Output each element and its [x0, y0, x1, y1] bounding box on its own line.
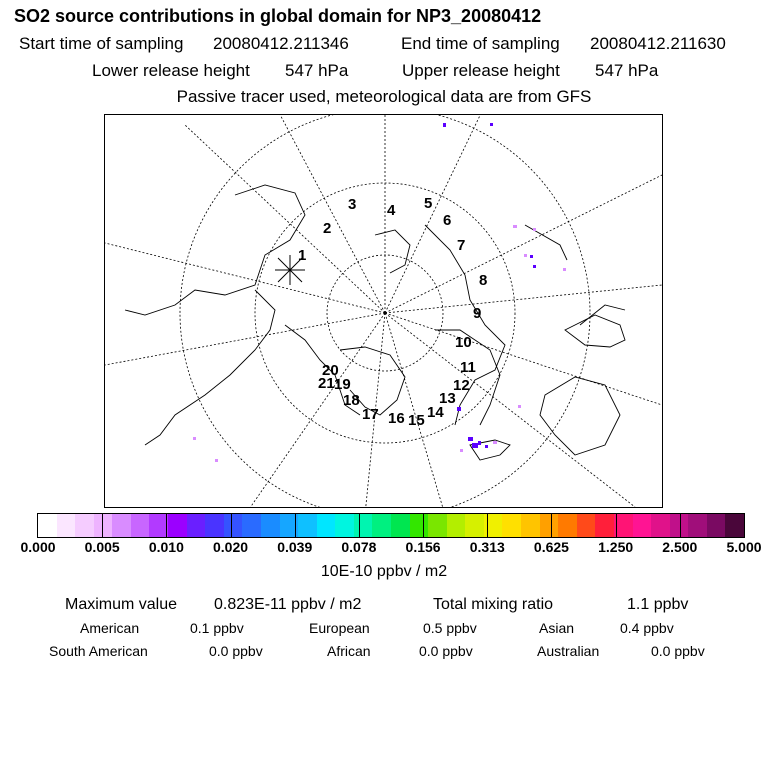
colorbar-swatch	[595, 514, 614, 537]
region-label: 18	[343, 392, 360, 409]
colorbar	[37, 513, 745, 538]
colorbar-swatch	[521, 514, 540, 537]
european-label: European	[309, 620, 370, 636]
chart-title: SO2 source contributions in global domain for NP3_20080412	[14, 6, 542, 26]
american-label: American	[80, 620, 140, 636]
colorbar-swatch	[187, 514, 206, 537]
region-label: 1	[298, 247, 307, 264]
african-value: 0.0 ppbv	[419, 643, 473, 659]
lower-height-value: 547 hPa	[285, 61, 349, 80]
region-label: 3	[348, 196, 357, 213]
region-label: 7	[457, 237, 466, 254]
colorbar-separator	[166, 513, 167, 538]
colorbar-swatch	[651, 514, 670, 537]
colorbar-swatch	[707, 514, 726, 537]
colorbar-swatch	[354, 514, 373, 537]
colorbar-separator	[102, 513, 103, 538]
end-time-label: End time of sampling	[401, 34, 560, 53]
south-american-value: 0.0 ppbv	[209, 643, 263, 659]
colorbar-swatch	[577, 514, 596, 537]
south-american-label: South American	[49, 643, 148, 659]
colorbar-swatch	[38, 514, 57, 537]
region-label: 2	[323, 220, 332, 237]
colorbar-swatch	[410, 514, 429, 537]
region-label: 5	[424, 195, 433, 212]
colorbar-separator	[423, 513, 424, 538]
colorbar-separator	[551, 513, 552, 538]
colorbar-swatch	[502, 514, 521, 537]
colorbar-swatch	[558, 514, 577, 537]
region-label: 21	[318, 375, 335, 392]
lower-height-label: Lower release height	[92, 61, 250, 80]
colorbar-swatch	[205, 514, 224, 537]
colorbar-tick-label: 0.020	[213, 539, 249, 555]
colorbar-tick-label: 0.005	[84, 539, 120, 555]
end-time-value: 20080412.211630	[590, 34, 726, 53]
region-label: 12	[453, 377, 470, 394]
colorbar-swatch	[614, 514, 633, 537]
region-label: 9	[473, 305, 482, 322]
start-time-label: Start time of sampling	[19, 34, 184, 53]
colorbar-swatch	[447, 514, 466, 537]
colorbar-tick-label: 0.156	[405, 539, 441, 555]
colorbar-tick-label: 0.078	[341, 539, 377, 555]
colorbar-separator	[231, 513, 232, 538]
colorbar-swatch	[428, 514, 447, 537]
colorbar-swatch	[131, 514, 150, 537]
max-value: 0.823E-11 ppbv / m2	[214, 596, 362, 613]
colorbar-swatch	[261, 514, 280, 537]
colorbar-swatch	[335, 514, 354, 537]
colorbar-swatch	[391, 514, 410, 537]
region-label: 11	[460, 359, 476, 376]
concentration-plume	[443, 123, 536, 448]
australian-value: 0.0 ppbv	[651, 643, 705, 659]
meridian-lines	[105, 115, 662, 507]
upper-height-label: Upper release height	[402, 61, 560, 80]
african-label: African	[327, 643, 371, 659]
asian-value: 0.4 ppbv	[620, 620, 674, 636]
asian-label: Asian	[539, 620, 575, 636]
colorbar-swatch	[75, 514, 94, 537]
colorbar-swatch	[688, 514, 707, 537]
colorbar-tick-label: 5.000	[726, 539, 762, 555]
region-label: 10	[455, 334, 472, 351]
region-label: 8	[479, 272, 488, 289]
max-value-label: Maximum value	[65, 596, 178, 613]
colorbar-swatch	[224, 514, 243, 537]
region-label: 13	[439, 390, 456, 407]
american-value: 0.1 ppbv	[190, 620, 244, 636]
colorbar-swatch	[317, 514, 336, 537]
colorbar-swatch	[465, 514, 484, 537]
colorbar-tick-label: 2.500	[662, 539, 698, 555]
colorbar-swatch	[540, 514, 559, 537]
colorbar-separator	[616, 513, 617, 538]
colorbar-swatch	[168, 514, 187, 537]
region-label: 17	[362, 406, 379, 423]
colorbar-tick-label: 0.039	[277, 539, 313, 555]
total-mixing-label: Total mixing ratio	[433, 596, 554, 613]
australian-label: Australian	[537, 643, 600, 659]
region-label: 6	[443, 212, 452, 229]
colorbar-swatch	[112, 514, 131, 537]
colorbar-separator	[487, 513, 488, 538]
colorbar-tick-label: 0.000	[20, 539, 56, 555]
map-panel	[104, 114, 663, 508]
colorbar-tick-label: 0.010	[148, 539, 184, 555]
region-labels	[298, 195, 487, 429]
region-label: 4	[387, 202, 396, 219]
colorbar-units: 10E-10 ppbv / m2	[320, 563, 448, 580]
tracer-note: Passive tracer used, meteorological data are from GFS	[176, 87, 592, 106]
region-label: 14	[427, 404, 444, 421]
european-value: 0.5 ppbv	[423, 620, 477, 636]
colorbar-tick-label: 0.625	[533, 539, 569, 555]
total-mixing-value: 1.1 ppbv	[627, 596, 689, 613]
polar-map	[105, 115, 662, 507]
colorbar-tick-label: 1.250	[598, 539, 634, 555]
upper-height-value: 547 hPa	[595, 61, 659, 80]
colorbar-swatch	[372, 514, 391, 537]
colorbar-separator	[295, 513, 296, 538]
colorbar-swatch	[633, 514, 652, 537]
region-label: 19	[334, 376, 351, 393]
colorbar-swatch	[149, 514, 168, 537]
colorbar-tick-label: 0.313	[469, 539, 505, 555]
colorbar-separator	[680, 513, 681, 538]
start-time-value: 20080412.211346	[213, 34, 349, 53]
region-label: 15	[408, 412, 425, 429]
region-label: 20	[322, 362, 339, 379]
colorbar-swatch	[298, 514, 317, 537]
concentration-plume-faint	[193, 225, 566, 462]
colorbar-swatch	[242, 514, 261, 537]
colorbar-separator	[359, 513, 360, 538]
colorbar-swatch	[57, 514, 76, 537]
region-label: 16	[388, 410, 405, 427]
colorbar-swatch	[725, 514, 744, 537]
